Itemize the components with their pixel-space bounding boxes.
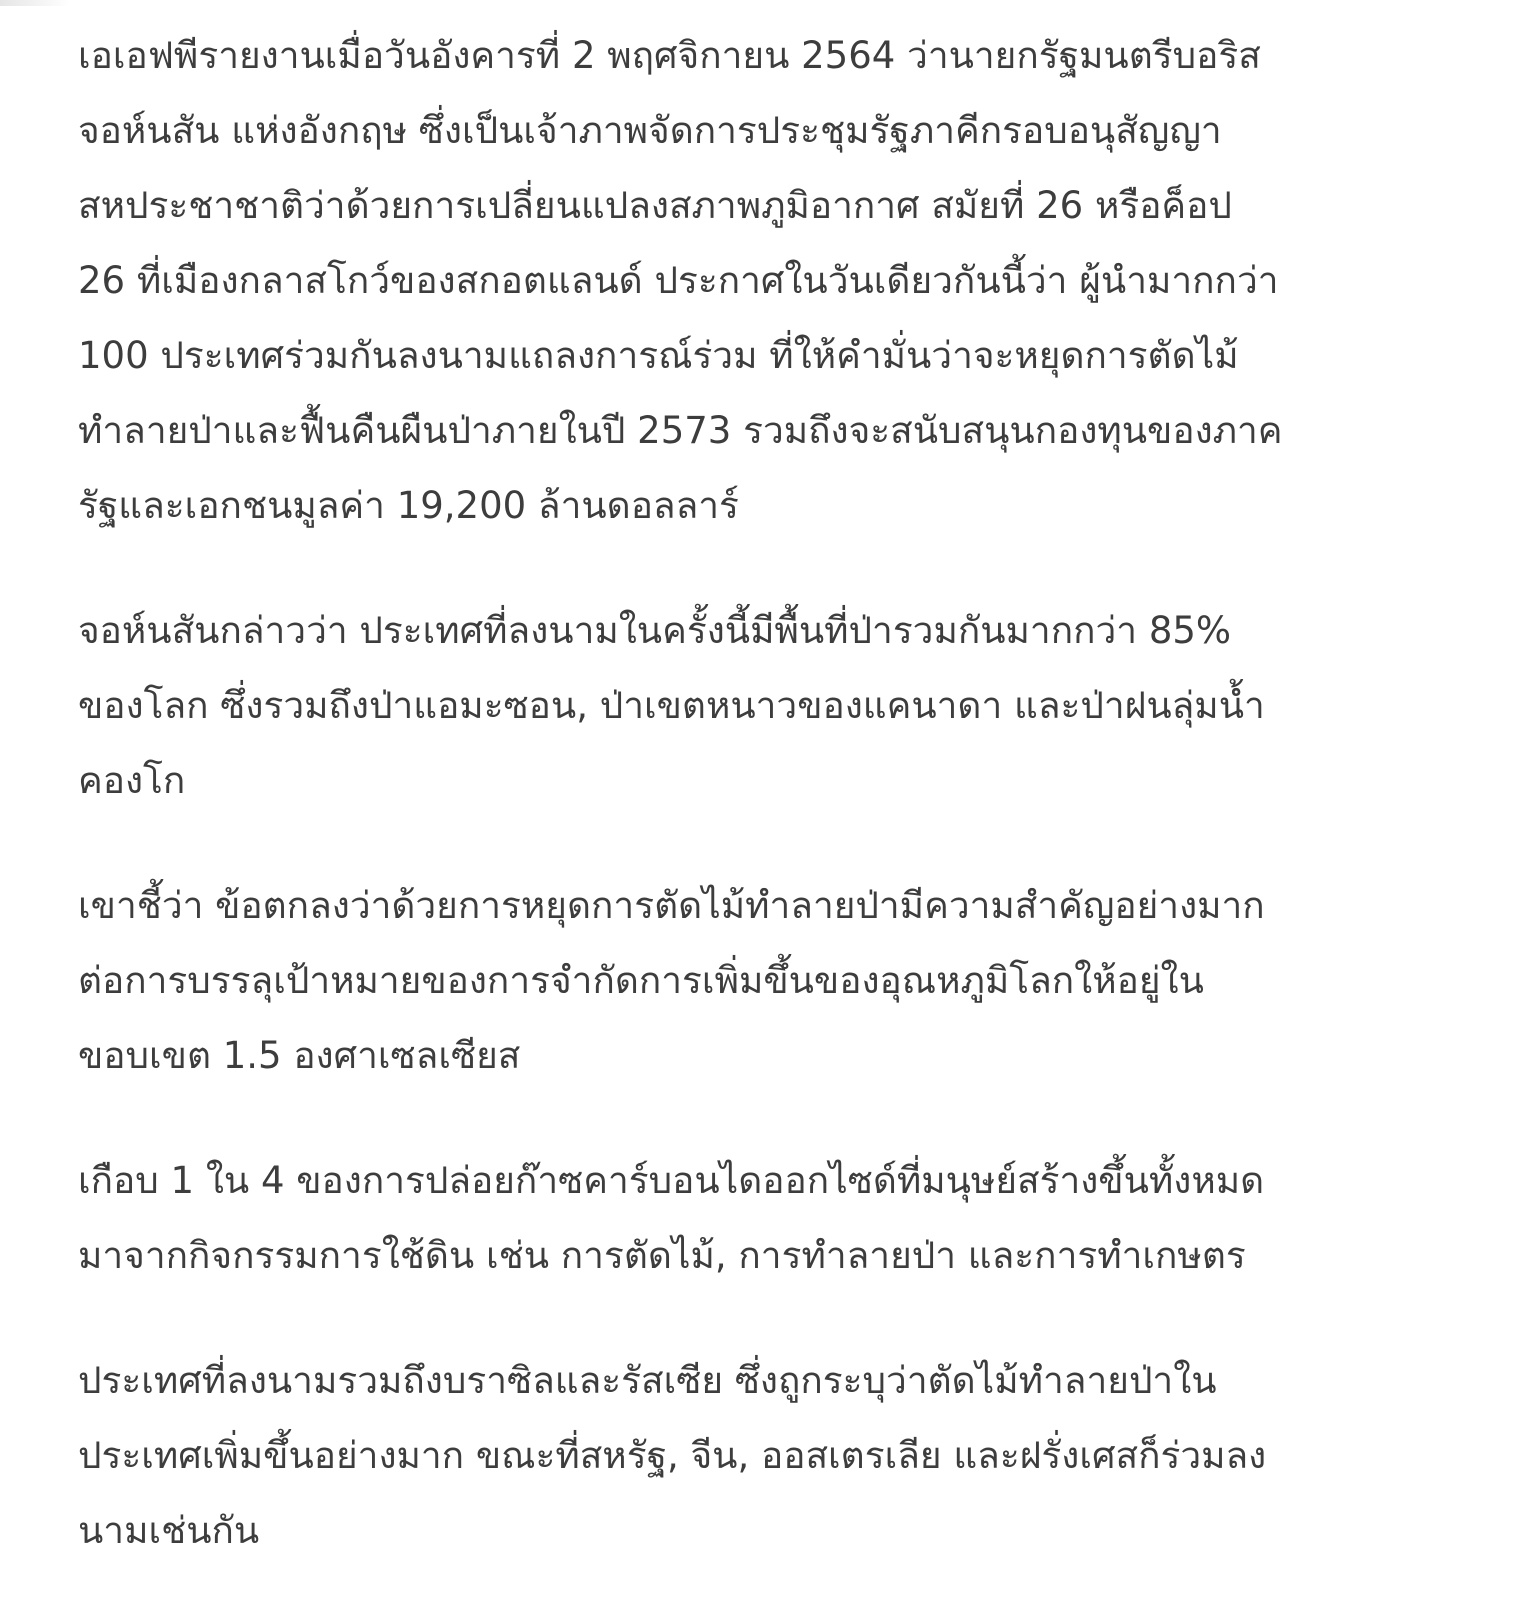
- paragraph-line: 26 ที่เมืองกลาสโกว์ของสกอตแลนด์ ประกาศในวันเดียวกันนี้ว่า ผู้นำมากกว่า: [78, 259, 1279, 302]
- paragraph-line: ประเทศที่ลงนามรวมถึงบราซิลและรัสเซีย ซึ่งถูกระบุว่าตัดไม้ทำลายป่าใน: [78, 1359, 1217, 1402]
- paragraph-line: สหประชาชาติว่าด้วยการเปลี่ยนแปลงสภาพภูมิอากาศ สมัยที่ 26 หรือค็อป: [78, 184, 1232, 227]
- paragraph-line: ทำลายป่าและฟื้นคืนผืนป่าภายในปี 2573 รวมถึงจะสนับสนุนกองทุนของภาค: [78, 409, 1283, 452]
- paragraph-5: [78, 1343, 1458, 1568]
- article-body: [78, 18, 1458, 1618]
- paragraph-line: คองโก: [78, 759, 186, 802]
- paragraph-line: 100 ประเทศร่วมกันลงนามแถลงการณ์ร่วม ที่ให้คำมั่นว่าจะหยุดการตัดไม้: [78, 334, 1239, 377]
- paragraph-line: มาจากกิจกรรมการใช้ดิน เช่น การตัดไม้, การทำลายป่า และการทำเกษตร: [78, 1234, 1246, 1277]
- paragraph-line: ของโลก ซึ่งรวมถึงป่าแอมะซอน, ป่าเขตหนาวของแคนาดา และป่าฝนลุ่มน้ำ: [78, 684, 1265, 727]
- paragraph-line: นามเช่นกัน: [78, 1509, 260, 1552]
- paragraph-4: [78, 1143, 1458, 1293]
- paragraph-line: จอห์นสัน แห่งอังกฤษ ซึ่งเป็นเจ้าภาพจัดการประชุมรัฐภาคีกรอบอนุสัญญา: [78, 109, 1222, 152]
- paragraph-line: เขาชี้ว่า ข้อตกลงว่าด้วยการหยุดการตัดไม้ทำลายป่ามีความสำคัญอย่างมาก: [78, 884, 1265, 927]
- paragraph-line: ขอบเขต 1.5 องศาเซลเซียส: [78, 1034, 521, 1077]
- paragraph-line: รัฐและเอกชนมูลค่า 19,200 ล้านดอลลาร์: [78, 484, 739, 527]
- paragraph-1: [78, 18, 1458, 543]
- paragraph-line: ประเทศเพิ่มขึ้นอย่างมาก ขณะที่สหรัฐ, จีน, ออสเตรเลีย และฝรั่งเศสก็ร่วมลง: [78, 1434, 1267, 1477]
- paragraph-3: [78, 868, 1458, 1093]
- paragraph-line: จอห์นสันกล่าวว่า ประเทศที่ลงนามในครั้งนี้มีพื้นที่ป่ารวมกันมากกว่า 85%: [78, 609, 1232, 652]
- paragraph-line: เกือบ 1 ใน 4 ของการปล่อยก๊าซคาร์บอนไดออกไซด์ที่มนุษย์สร้างขึ้นทั้งหมด: [78, 1159, 1265, 1202]
- top-edge-shadow: [0, 0, 70, 6]
- paragraph-line: ต่อการบรรลุเป้าหมายของการจำกัดการเพิ่มขึ้นของอุณหภูมิโลกให้อยู่ใน: [78, 959, 1204, 1002]
- paragraph-line: เอเอฟพีรายงานเมื่อวันอังคารที่ 2 พฤศจิกายน 2564 ว่านายกรัฐมนตรีบอริส: [78, 34, 1261, 77]
- paragraph-2: [78, 593, 1458, 818]
